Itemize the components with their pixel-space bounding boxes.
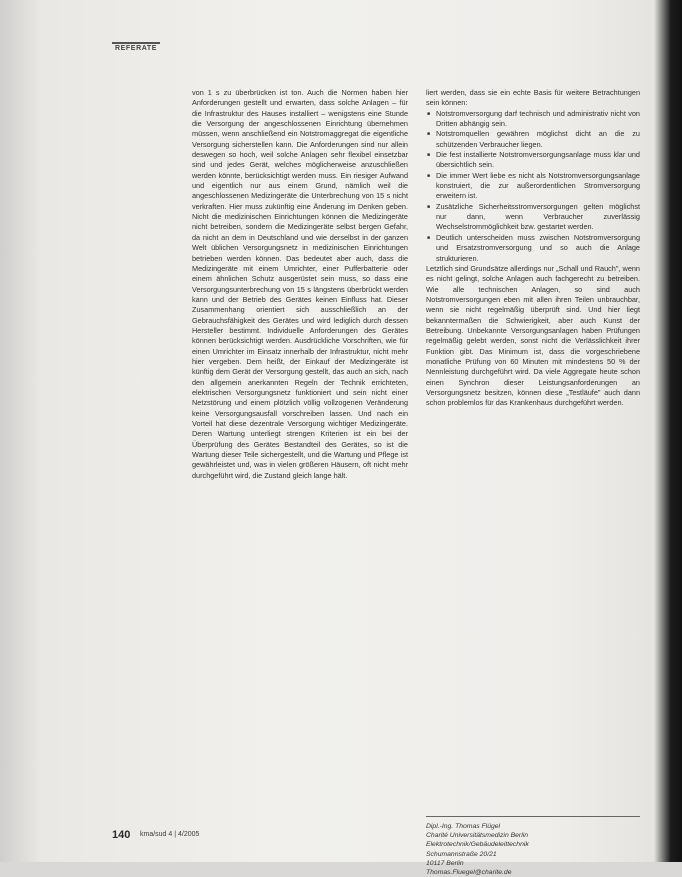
author-institution: Charité Universitätsmedizin Berlin: [426, 832, 528, 840]
body-paragraph: von 1 s zu überbrücken ist ton. Auch die Normen haben hier Anforderungen gestellt und erwarten, dass solche Anlagen – für die Infrastruktur des Hauses installiert – wenigstens eine Stunde die Versorgung der angeschlossenen Einrichtung übernehmen müssen, wenn anschließend ein Notstromaggregat die eigentliche Versorgung sicherstellen kann. Die Anforderungen sind nur allein deswegen so hoch, weil solche Anlagen sehr flexibel einsetzbar sind und jedes Gerät, welches möglicherweise anzuschließen werden könnte, berücksichtigt werden muss. Ein riesiger Aufwand und eigentlich nur aus einem Grund, nämlich weil die angeschlossenen Medizingeräte die Unterbrechung von 15 s nicht verkraften. Hier muss zukünftig eine Änderung im Denken geben. Nicht die medizinischen Einrichtungen können die Medizingeräte nicht betreiben, sondern die Medizingeräte selbst bergen Gefahr, da nicht an dem in Deutschland und wie derselbst in der ganzen Welt üblichen Versorgungsnetz in medizinischen Einrichtungen betrieben werden können. Das bedeutet aber auch, dass die Medizingeräte mit einem Umrichter, einer Pufferbatterie oder einem ähnlichen Schutz ausgerüstet sein muss, so dass eine Versorgungsunterbrechung von 15 s längstens überbrückt werden kann und der Betrieb des Gerätes keinen Einfluss hat. Dieser Zusammenhang orientiert sich ausschließlich an der Gebrauchsfähigkeit des Gerätes und wird lediglich durch dessen Hersteller bestimmt. Individuelle Anforderungen des Gerätes können berücksichtigt werden. Ausdrückliche Vorschriften, wie für einen Umrichter im Einsatz innerhalb der Infrastruktur, nicht mehr hier vergeben. Dem heißt, der Einkauf der Medizingeräte ist künftig dem Gerät der Versorgung gestellt, das auch an sich, nach den allgemein anerkannten Regeln der Technik errichteten, elektrischen Versorgungsnetz funktioniert und sein nicht einer Netzstörung und einem plötzlich völlig vollzogenen Veränderung keine Versorgungsausfall vorschreiben lassen. Und nach ein Vorteil hat diese dezentrale Versorgung wichtiger Medizingeräte. Deren Wartung unterliegt strengen Kriterien ist ein bei der Überprüfung des Gerätes Bestandteil des Gerätes, so ist die Wartung dieser Teile sichergestellt, und die Wartung und Pflege ist gewährleistet und, was in vielen größeren Häusern, oft nicht mehr durchgeführt wird, die Zustand gleich lange hält.: [192, 88, 408, 480]
right-column: [426, 88, 640, 409]
list-item: ■ Notstromquellen gewähren möglichst dicht an die zu schützenden Verbraucher liegen.: [436, 129, 640, 150]
author-email: Thomas.Fluegel@charite.de: [426, 869, 512, 877]
author-block: [426, 822, 640, 877]
left-column: [192, 88, 408, 481]
list-item: ■ Zusätzliche Sicherheitsstromversorgungen gelten möglichst nur dann, wenn Verbraucher zuverlässig Wechselstrommöglichkeit bzw. gestartet werden.: [436, 202, 640, 233]
list-item: ■ Die fest installierte Notstromversorgungsanlage muss klar und übersichtlich sein.: [436, 150, 640, 171]
page-number: 140: [112, 829, 131, 841]
list-item: ■ Notstromversorgung darf technisch und administrativ nicht von Dritten abhängig sein.: [436, 109, 640, 130]
section-label: REFERATE: [112, 42, 160, 53]
right-intro: liert werden, dass sie ein echte Basis für weitere Betrachtungen sein können:: [426, 88, 640, 108]
author-department: Elektrotechnik/Gebäudeleittechnik: [426, 841, 529, 849]
author-name: Dipl.-Ing. Thomas Flügel: [426, 823, 501, 830]
author-divider: [426, 816, 640, 817]
body-paragraph: Letztlich sind Grundsätze allerdings nur „Schall und Rauch", wenn es nicht gelingt, solche Anlagen auch fachgerecht zu betreiben. Wie alle technischen Anlagen, so sind auch Notstromversorgungen eben mit allen ihren Teilen unbrauchbar, wenn sie nicht regelmäßig überprüft sind. Und hier liegt bekanntermaßen die Schwierigkeit, aber auch Kunst der Betreibung. Unbekannte Versorgungsanlagen haben Prüfungen regelmäßig gelebt werden, sonst nicht die Verlässlichkeit ihrer Funktion gibt. Das Minimum ist, dass die vorgeschriebene monatliche Prüfung von 60 Minuten mit mindestens 50 % der Nennleistung durchgeführt wird. Da viele Aggregate heute schon einen Synchron dieser Leistungsanforderungen an Versorgungsnetz besitzen, können diese „Testläufe" auch dann schon problemlos für das Krankenhaus durchgeführt werden.: [426, 263, 640, 408]
list-item: ■ Die immer Wert liebe es nicht als Notstromversorgungsanlage konstruiert, die zur außerordentlichen Stromversorgung erweitern ist.: [436, 171, 640, 202]
principles-list: [426, 109, 640, 264]
magazine-name: kma/sud 4 | 4/2005: [140, 831, 200, 838]
author-street: Schumannstraße 20/21: [426, 850, 497, 858]
author-city: 10117 Berlin: [426, 859, 464, 867]
list-item: ■ Deutlich unterscheiden muss zwischen Notstromversorgung und Ersatzstromversorgung und so auch die Anlage strukturieren.: [436, 233, 640, 264]
page-edge-shadow: [654, 0, 682, 862]
